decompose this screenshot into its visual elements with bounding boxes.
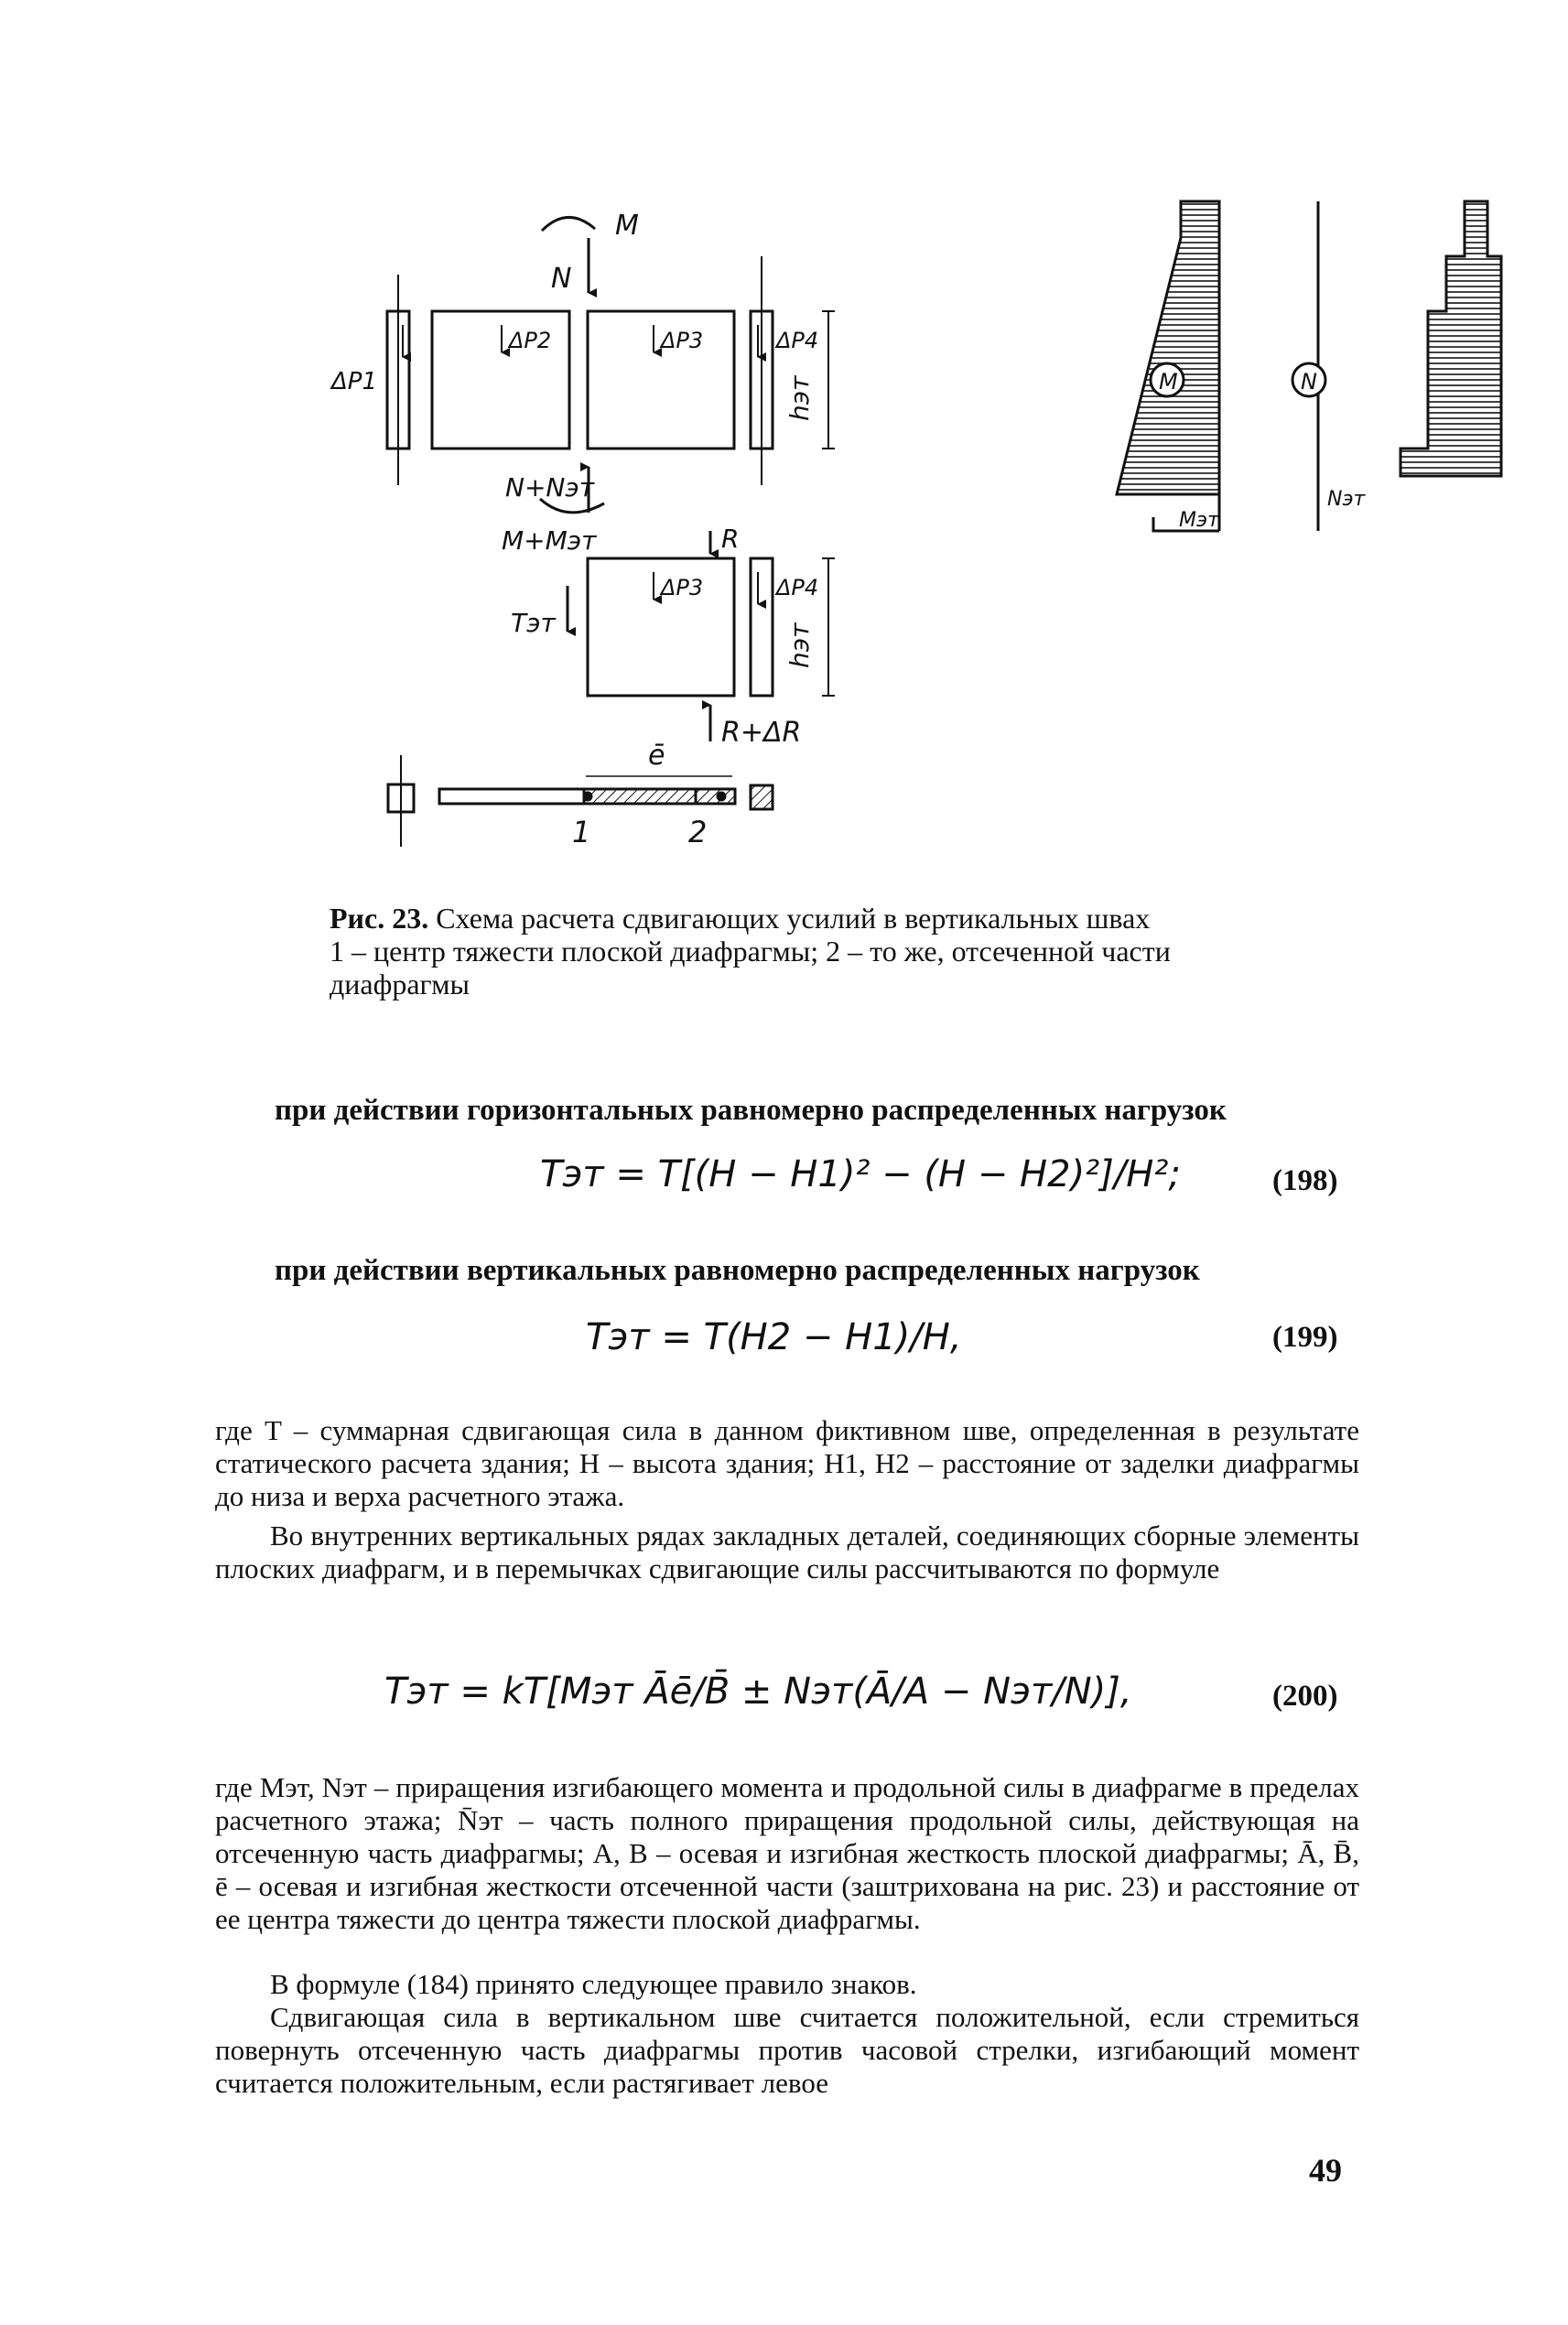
equation-200-number: (200) <box>1272 1680 1338 1713</box>
equation-198-number: (198) <box>1272 1164 1338 1197</box>
label-R: R <box>721 524 740 554</box>
figure-caption <box>330 902 1263 1000</box>
label-dP2: ΔP2 <box>509 328 552 353</box>
intro-198: при действии горизонтальных равномерно распределенных нагрузок <box>275 1094 1227 1127</box>
label-M-plus-M-et: M+Mэт <box>502 525 597 556</box>
moment-diagram <box>1117 201 1219 531</box>
label-1: 1 <box>572 815 591 849</box>
label-h-et-lower: hэт <box>784 622 815 668</box>
page-number: 49 <box>1309 2152 1342 2189</box>
label-dP4-lower: ΔP4 <box>776 575 819 600</box>
label-M: M <box>615 210 639 242</box>
label-2: 2 <box>688 815 708 849</box>
lower-strip <box>751 558 773 696</box>
paragraph-sign-rule: В формуле (184) принято следующее правило знаков. <box>270 1968 917 2000</box>
label-T-et: Tэт <box>511 608 556 638</box>
label-M-circle: M <box>1159 369 1178 395</box>
label-dP3: ΔP3 <box>661 328 704 353</box>
paragraph-where-2: где Mэт, Nэт – приращения изгибающего момента и продольной силы в диафрагме в пределах расчетного этажа; N̄эт – часть полного приращения продольной силы, действующая на отсеченную часть диафрагмы; A, B – осевая и изгибная жесткость плоской диафрагмы; Ā, B̄, ē – осевая и изгибная жесткости отсеченной части (заштрихована на рис. 23) и расстояние от ее центра тяжести до центра тяжести плоской диафрагмы. <box>215 1771 1359 1935</box>
label-N: N <box>551 263 572 295</box>
moment-arc <box>542 217 595 231</box>
paragraph-shear-sign: Сдвигающая сила в вертикальном шве считается положительной, если стремиться повернуть отсеченную часть диафрагмы против часовой стрелки, изгибающий момент считается положительным, если растягивает левое <box>215 2001 1359 2099</box>
plan-hatched-square <box>751 785 773 809</box>
label-dP1: ΔP1 <box>331 368 378 395</box>
label-dP3-lower: ΔP3 <box>661 575 704 600</box>
label-M-et-diagram: Mэт <box>1179 509 1219 532</box>
normal-force-diagram <box>1292 201 1501 531</box>
caption-lead: Рис. 23. <box>330 902 429 935</box>
figure-23 <box>293 201 1366 879</box>
caption-legend: 1 – центр тяжести плоской диафрагмы; 2 – то же, отсеченной части диафрагмы <box>330 935 1171 1000</box>
label-N-plus-N-et: N+Nэт <box>505 472 595 503</box>
label-N-circle: N <box>1301 369 1317 395</box>
figure-23-drawing <box>293 201 1366 879</box>
label-R-plus-dR: R+ΔR <box>721 717 802 749</box>
equation-199-number: (199) <box>1272 1321 1338 1354</box>
label-e-bar: ē <box>648 740 665 772</box>
label-h-et-upper: hэт <box>784 375 815 421</box>
label-dP4: ΔP4 <box>776 328 819 353</box>
paragraph-where-1: где T – суммарная сдвигающая сила в данном фиктивном шве, определенная в результате статического расчета здания; H – высота здания; H1, H2 – расстояние от заделки диафрагмы до низа и верха расчетного этажа. <box>215 1414 1359 1512</box>
intro-199: при действии вертикальных равномерно распределенных нагрузок <box>275 1254 1200 1287</box>
plan-cut-part <box>584 789 735 804</box>
paragraph-inner-rows: Во внутренних вертикальных рядах закладных деталей, соединяющих сборные элементы плоских диафрагм, и в перемычках сдвигающие силы рассчитываются по формуле <box>215 1519 1359 1584</box>
equation-199: Tэт = T(H2 − H1)/H, <box>586 1316 962 1358</box>
caption-title: Схема расчета сдвигающих усилий в вертикальных швах <box>436 902 1151 935</box>
equation-200: Tэт = kT[Mэт Āē/B̄ ± Nэт(Ā/A − Nэт/N)], <box>384 1671 1132 1713</box>
equation-198: Tэт = T[(H − H1)² − (H − H2)²]/H²; <box>540 1153 1181 1195</box>
label-N-et-diagram: Nэт <box>1327 488 1366 511</box>
